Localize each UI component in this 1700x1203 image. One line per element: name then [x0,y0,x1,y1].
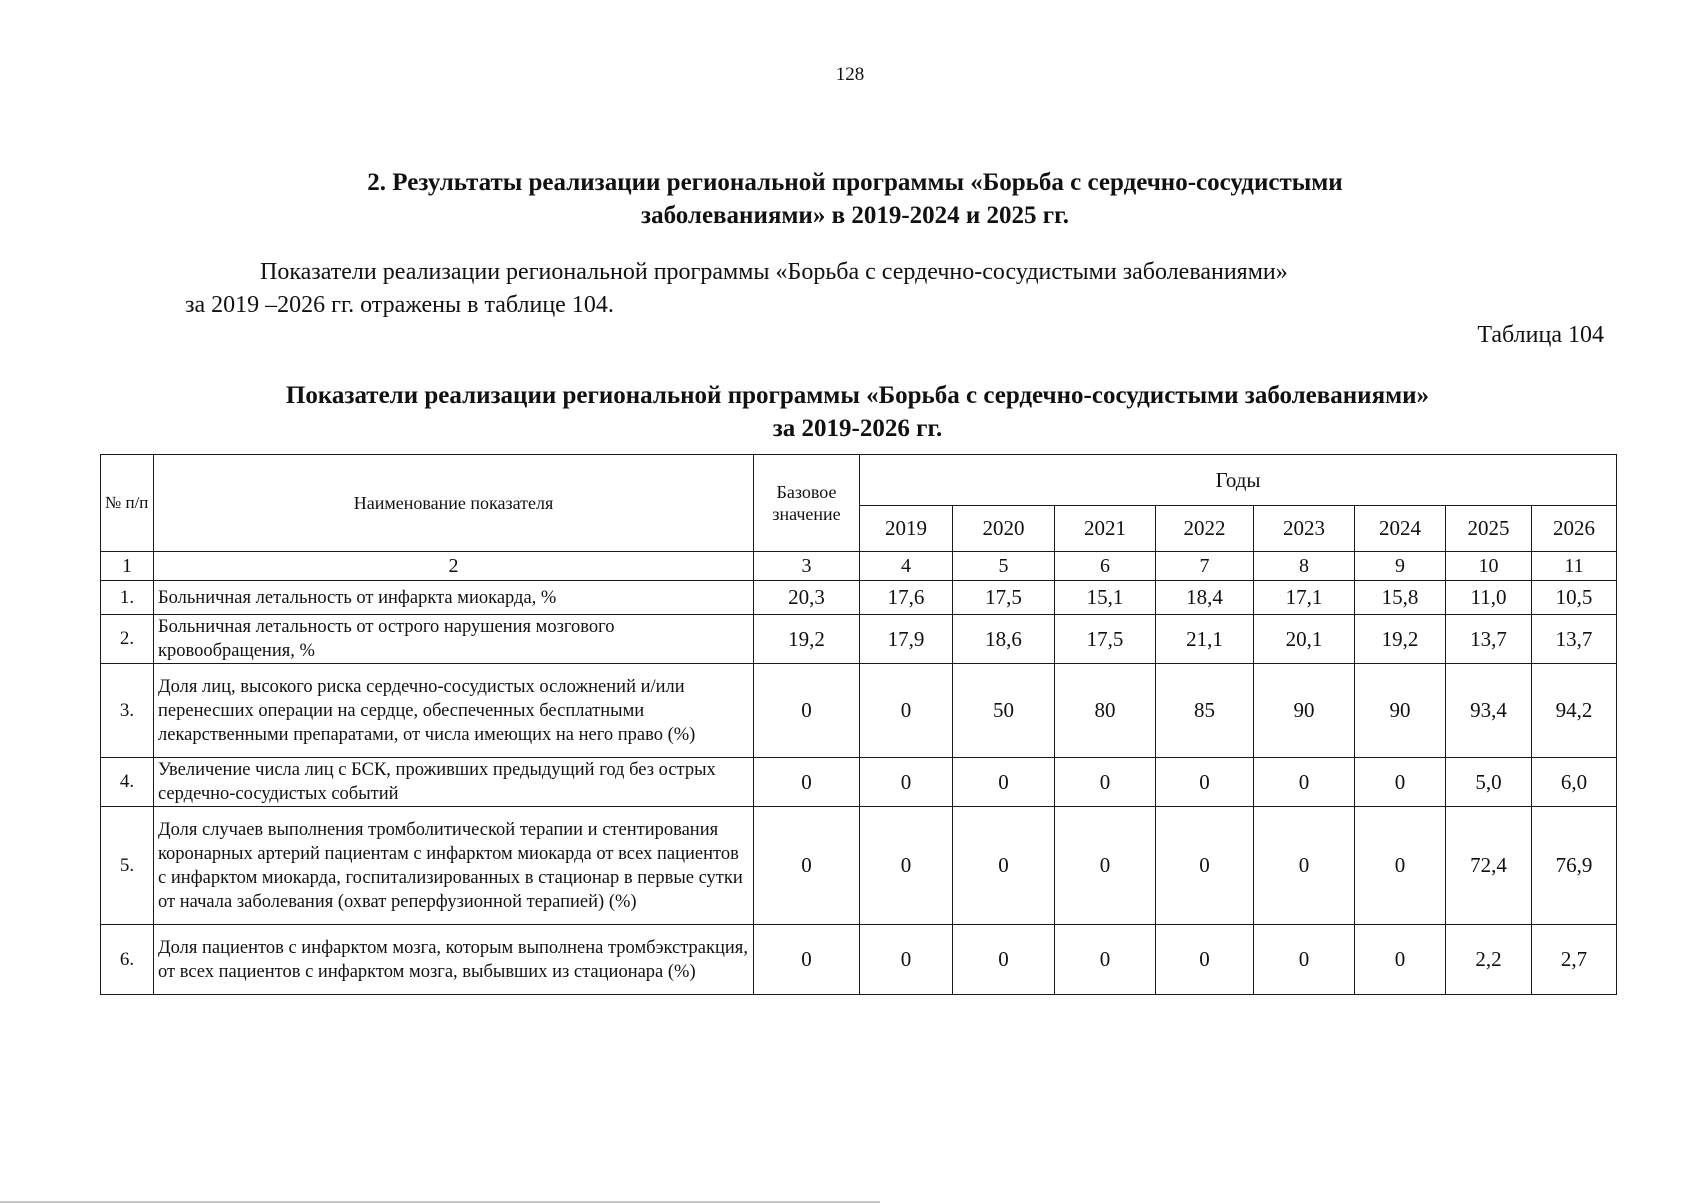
year-value: 2,2 [1446,925,1532,995]
year-value: 90 [1355,664,1446,758]
year-value: 0 [1156,758,1254,807]
table-row [101,807,1617,925]
year-value: 85 [1156,664,1254,758]
column-number: 1 [101,552,154,581]
column-number: 5 [953,552,1055,581]
year-value: 11,0 [1446,581,1532,615]
year-value: 5,0 [1446,758,1532,807]
base-value: 0 [754,925,860,995]
header-base-value: Базовое значение [754,455,860,552]
year-value: 0 [1355,807,1446,925]
table-title-line-1: Показатели реализации региональной программы «Борьба с сердечно-сосудистыми заболеваниями» [285,382,1430,409]
year-value: 0 [1055,807,1156,925]
year-value: 0 [1055,758,1156,807]
year-value: 0 [860,807,953,925]
year-value: 90 [1254,664,1355,758]
column-number: 6 [1055,552,1156,581]
column-number: 2 [154,552,754,581]
year-value: 20,1 [1254,615,1355,664]
table-row [101,758,1617,807]
year-value: 0 [1055,925,1156,995]
header-year: 2019 [860,506,953,552]
row-number: 3. [101,664,154,758]
year-value: 0 [1254,758,1355,807]
year-value: 15,1 [1055,581,1156,615]
column-number: 10 [1446,552,1532,581]
row-number: 4. [101,758,154,807]
header-year: 2022 [1156,506,1254,552]
year-value: 0 [1156,807,1254,925]
table-title-line-2: за 2019-2026 гг. [772,415,943,442]
year-value: 17,1 [1254,581,1355,615]
header-year: 2025 [1446,506,1532,552]
header-year: 2024 [1355,506,1446,552]
table-title [100,379,1615,445]
year-value: 6,0 [1532,758,1617,807]
table-row [101,925,1617,995]
column-number: 4 [860,552,953,581]
year-value: 0 [1254,807,1355,925]
year-value: 13,7 [1446,615,1532,664]
header-row-number: № п/п [101,455,154,552]
year-value: 0 [1355,758,1446,807]
year-value: 0 [1156,925,1254,995]
header-year: 2026 [1532,506,1617,552]
year-value: 93,4 [1446,664,1532,758]
section-title-line-2: заболеваниями» в 2019-2024 и 2025 гг. [641,202,1069,229]
year-value: 94,2 [1532,664,1617,758]
indicator-name: Доля лиц, высокого риска сердечно-сосудистых осложнений и/или перенесших операции на сердце, обеспеченных бесплатными лекарственными препаратами, от числа имеющих на него право (%) [154,664,754,758]
column-number: 11 [1532,552,1617,581]
row-number: 6. [101,925,154,995]
section-title [150,166,1560,232]
year-value: 50 [953,664,1055,758]
base-value: 19,2 [754,615,860,664]
base-value: 0 [754,664,860,758]
year-value: 0 [860,925,953,995]
header-year: 2021 [1055,506,1156,552]
indicator-name: Доля пациентов с инфарктом мозга, которым выполнена тромбэкстракция, от всех пациентов с инфарктом мозга, выбывших из стационара (%) [154,925,754,995]
year-value: 17,9 [860,615,953,664]
year-value: 15,8 [1355,581,1446,615]
year-value: 13,7 [1532,615,1617,664]
year-value: 10,5 [1532,581,1617,615]
header-year: 2020 [953,506,1055,552]
year-value: 17,6 [860,581,953,615]
table-row [101,615,1617,664]
base-value: 0 [754,758,860,807]
column-number: 3 [754,552,860,581]
header-year: 2023 [1254,506,1355,552]
row-number: 1. [101,581,154,615]
indicator-name: Больничная летальность от инфаркта миокарда, % [154,581,754,615]
indicator-name: Увеличение числа лиц с БСК, проживших предыдущий год без острых сердечно-сосудистых событий [154,758,754,807]
table-row [101,581,1617,615]
base-value: 20,3 [754,581,860,615]
section-title-line-1: 2. Результаты реализации региональной программы «Борьба с сердечно-сосудистыми [367,169,1343,196]
table-caption: Таблица 104 [1477,322,1604,348]
base-value: 0 [754,807,860,925]
year-value: 21,1 [1156,615,1254,664]
indicators-table [100,454,1617,995]
page-number: 128 [835,64,865,85]
intro-paragraph [185,256,1555,322]
row-number: 2. [101,615,154,664]
year-value: 0 [860,758,953,807]
row-number: 5. [101,807,154,925]
year-value: 0 [953,758,1055,807]
header-indicator-name: Наименование показателя [154,455,754,552]
intro-line-1: Показатели реализации региональной программы «Борьба с сердечно-сосудистыми заболеваниями» [260,259,1288,285]
year-value: 72,4 [1446,807,1532,925]
year-value: 0 [860,664,953,758]
column-number: 7 [1156,552,1254,581]
year-value: 0 [953,807,1055,925]
table-row [101,664,1617,758]
year-value: 18,4 [1156,581,1254,615]
header-years: Годы [860,455,1617,506]
year-value: 19,2 [1355,615,1446,664]
indicator-name: Больничная летальность от острого нарушения мозгового кровообращения, % [154,615,754,664]
indicator-name: Доля случаев выполнения тромболитической терапии и стентирования коронарных артерий пациентам с инфарктом миокарда от всех пациентов с инфарктом миокарда, госпитализированных в стационар в первые сутки от начала заболевания (охват реперфузионной терапией) (%) [154,807,754,925]
year-value: 17,5 [1055,615,1156,664]
column-number: 9 [1355,552,1446,581]
year-value: 2,7 [1532,925,1617,995]
year-value: 0 [1254,925,1355,995]
year-value: 0 [1355,925,1446,995]
year-value: 80 [1055,664,1156,758]
year-value: 18,6 [953,615,1055,664]
year-value: 76,9 [1532,807,1617,925]
column-number: 8 [1254,552,1355,581]
intro-line-2: за 2019 –2026 гг. отражены в таблице 104. [185,292,614,318]
year-value: 0 [953,925,1055,995]
year-value: 17,5 [953,581,1055,615]
